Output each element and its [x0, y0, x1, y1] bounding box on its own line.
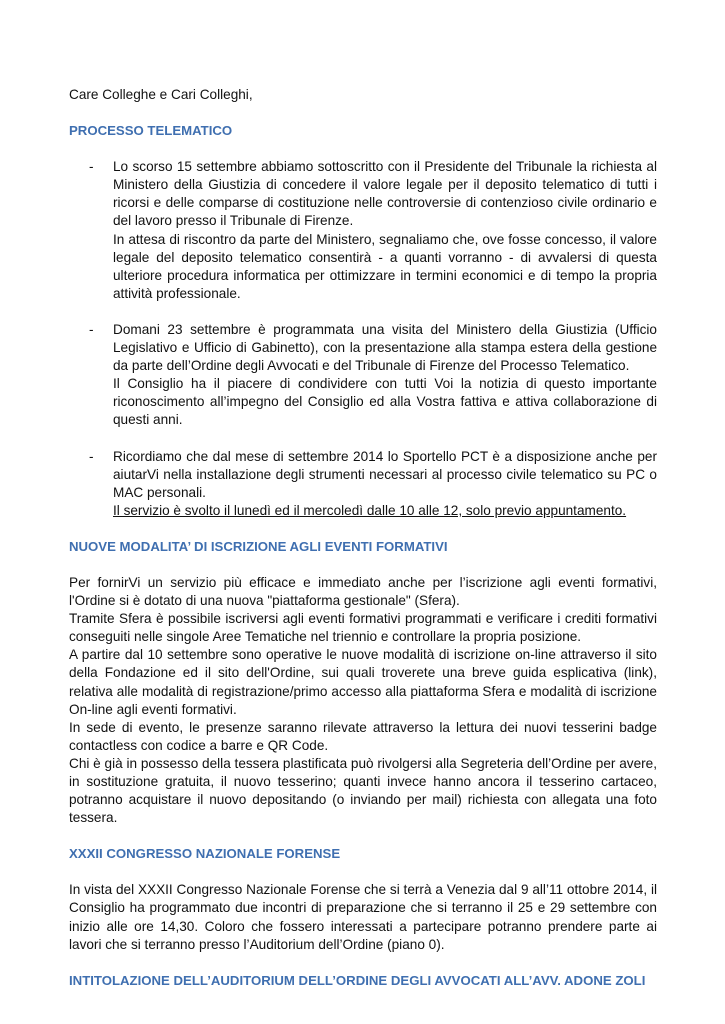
section-heading: PROCESSO TELEMATICO: [69, 123, 233, 139]
dash-bullet-icon: -: [89, 448, 94, 464]
paragraph: Il Consiglio ha il piacere di condividere con tutti Voi la notizia di questo importante riconoscimento all’impegno del Consiglio ed alla Vostra fattiva e attiva collaborazione di questi anni.: [113, 376, 657, 428]
bullet-item: [69, 321, 657, 430]
paragraph: Chi è già in possesso della tessera plastificata può rivolgersi alla Segreteria dell’Ordine per avere, in sostituzione gratuita, il nuovo tesserino; quanti invece hanno ancora il tesserino cartaceo, potranno acquistare il nuovo depositando (o inviando per mail) richiesta con allegata una foto tessera.: [69, 755, 657, 826]
dash-bullet-icon: -: [89, 159, 94, 175]
greeting: Care Colleghe e Cari Colleghi,: [69, 87, 253, 102]
paragraph: Per fornirVi un servizio più efficace e immediato anche per l’iscrizione agli eventi formativi, l'Ordine si è dotato di una nuova "piattaforma gestionale" (Sfera).: [69, 574, 657, 609]
section-heading: INTITOLAZIONE DELL’AUDITORIUM DELL’ORDINE DEGLI AVVOCATI ALL’AVV. ADONE ZOLI: [69, 972, 646, 988]
section-eventi-formativi: [69, 538, 657, 845]
bullet-list: [69, 158, 657, 520]
bullet-item: [69, 158, 657, 303]
section-text: [69, 574, 657, 827]
paragraph: A partire dal 10 settembre sono operative le nuove modalità di iscrizione on-line attraverso il sito della Fondazione ed il sito dell'Ordine, sui quali troverete una breve guida esplicativa (link), relativa alle modalità di registrazione/primo accesso alla piattaforma Sfera e modalità di iscrizione On-line agli eventi formativi.: [69, 647, 657, 717]
section-processo-telematico: [69, 122, 657, 520]
paragraph: In attesa di riscontro da parte del Ministero, segnaliamo che, ove fosse concesso, il valore legale del deposito telematico consentirà - a quanti vorranno - di avvalersi di questa ulteriore procedura informatica per ottimizzare in termini economici e di tempo la propria attività professionale.: [113, 231, 657, 301]
paragraph: In vista del XXXII Congresso Nazionale Forense che si terrà a Venezia dal 9 all’11 ottobre 2014, il Consiglio ha programmato due incontri di preparazione che si terranno il 25 e 29 settembre con inizio alle ore 14,30. Coloro che fossero interessati a partecipare potranno prendere parte ai lavori che si terranno presso l’Auditorium dell’Ordine (piano 0).: [69, 882, 657, 952]
paragraph: Domani 23 settembre è programmata una visita del Ministero della Giustizia (Ufficio Legislativo e Ufficio di Gabinetto), con la presentazione alla stampa estera della gestione da parte dell’Ordine degli Avvocati e del Tribunale di Firenze del Processo Telematico.: [113, 321, 657, 374]
section-heading: XXXII CONGRESSO NAZIONALE FORENSE: [69, 846, 341, 862]
bullet-item: [69, 448, 657, 520]
service-hours-note: Il servizio è svolto il lunedì ed il mercoledì dalle 10 alle 12, solo previo appuntamento.: [113, 502, 627, 518]
paragraph: In sede di evento, le presenze saranno rilevate attraverso la lettura dei nuovi tesserini badge contactless con codice a barre e QR Code.: [69, 719, 657, 753]
section-congresso: [69, 845, 657, 971]
section-heading: NUOVE MODALITA’ DI ISCRIZIONE AGLI EVENTI FORMATIVI: [69, 538, 448, 554]
dash-bullet-icon: -: [89, 321, 94, 337]
paragraph: Ricordiamo che dal mese di settembre 2014 lo Sportello PCT è a disposizione anche per aiutarVi nella installazione degli strumenti necessari al processo civile telematico su PC o MAC personali.: [113, 448, 657, 500]
paragraph: Tramite Sfera è possibile iscriversi agli eventi formativi programmati e verificare i crediti formativi conseguiti nelle singole Aree Tematiche nel triennio e controllare la propria posizione.: [69, 611, 657, 645]
section-intitolazione: [69, 972, 657, 990]
letter-body: [69, 86, 657, 1008]
paragraph: Lo scorso 15 settembre abbiamo sottoscritto con il Presidente del Tribunale la richiesta al Ministero della Giustizia di concedere il valore legale per il deposito telematico di tutti i ricorsi e delle comparse di costituzione nelle controversie di contenzioso civile ordinario e del lavoro presso il Tribunale di Firenze.: [113, 159, 657, 229]
section-text: [69, 881, 657, 953]
